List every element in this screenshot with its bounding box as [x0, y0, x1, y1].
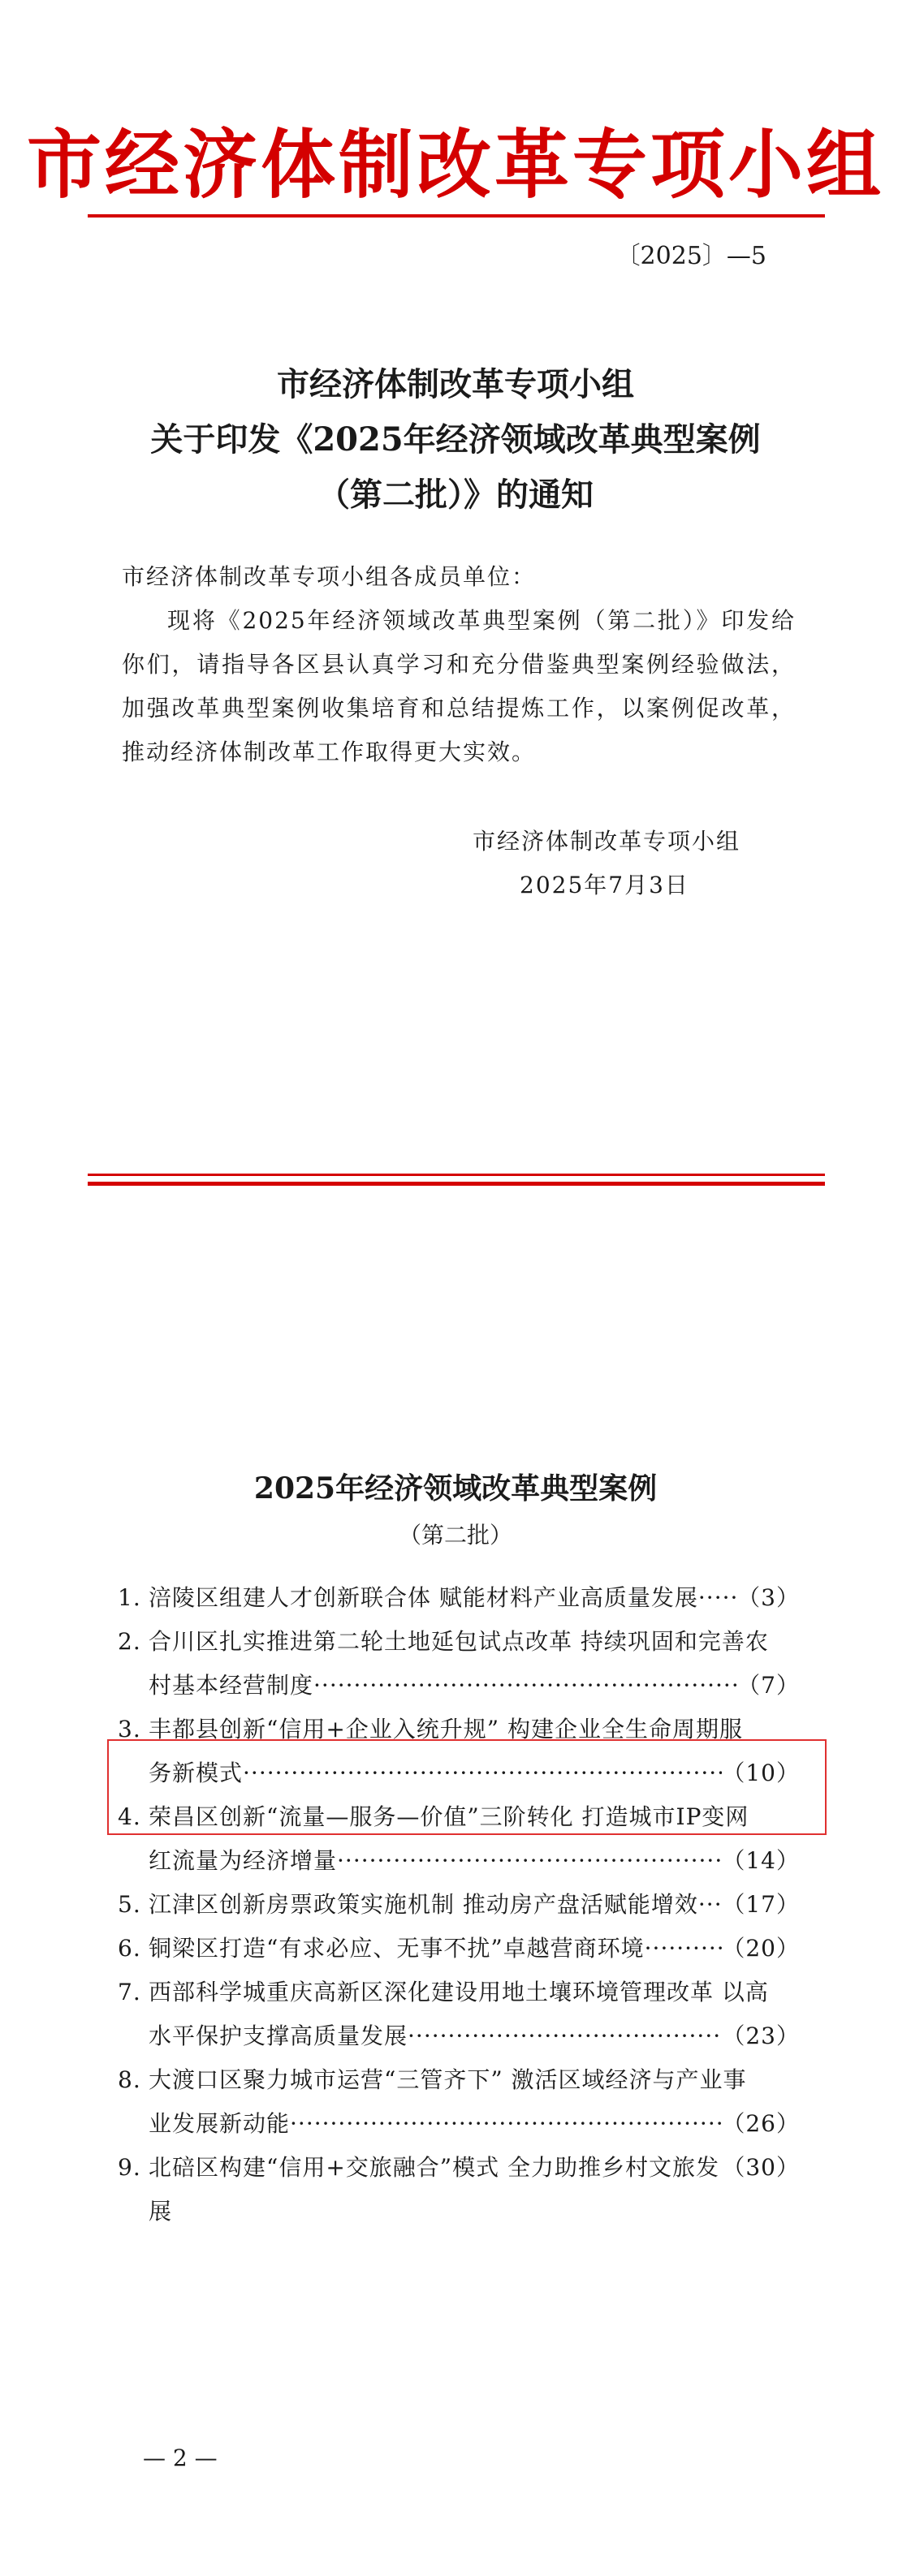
signature: 市经济体制改革专项小组 — [473, 828, 741, 855]
toc-item-number: 3. — [118, 1716, 141, 1742]
highlight-box — [107, 1739, 827, 1835]
toc-item[interactable] — [118, 1576, 800, 1620]
toc-item-number: 9. — [118, 2154, 141, 2181]
toc-item[interactable] — [118, 2058, 800, 2146]
notice-body: 现将《2025年经济领域改革典型案例（第二批）》印发给你们，请指导各区县认真学习和充分借鉴典型案例经验做法，加强改革典型案例收集培育和总结提炼工作，以案例促改革，推动经济体制改革工作取得更大实效。 — [122, 607, 796, 765]
toc-item-text: 红流量为经济增量 — [149, 1847, 338, 1874]
toc-title: 2025年经济领域改革典型案例 — [253, 1471, 658, 1506]
section-divider — [88, 1174, 825, 1176]
toc-item-page: （17） — [722, 1891, 800, 1918]
dot-leader — [408, 2014, 722, 2058]
toc-item-page: （14） — [722, 1847, 800, 1874]
toc-item-text: 荣昌区创新“流量—服务—价值”三阶转化 打造城市IP变网 — [149, 1803, 749, 1830]
toc-item-text: 北碚区构建“信用+交旅融合”模式 全力助推乡村文旅发展 — [149, 2154, 719, 2225]
toc-item-text: 水平保护支撑高质量发展 — [149, 2022, 408, 2049]
toc-item-page: （10） — [722, 1760, 800, 1786]
toc-item-number: 4. — [118, 1803, 141, 1830]
masthead-title: 市经济体制改革专项小组 — [26, 121, 884, 209]
toc-item[interactable] — [118, 2146, 800, 2234]
toc-item-text: 西部科学城重庆高新区深化建设用地土壤环境管理改革 以高 — [149, 1979, 769, 2005]
toc-item-page: （7） — [737, 1672, 800, 1699]
toc-item-page: （30） — [722, 2154, 800, 2181]
dot-leader — [313, 1664, 737, 1708]
toc-item-text: 务新模式 — [149, 1760, 244, 1786]
notice-title-line: 市经济体制改革专项小组 — [277, 365, 634, 403]
toc-item[interactable] — [118, 1927, 800, 1971]
toc-item-text: 合川区扎实推进第二轮土地延包试点改革 持续巩固和完善农 — [149, 1628, 769, 1655]
toc-item-number: 6. — [118, 1935, 141, 1962]
toc-item-page: （26） — [722, 2110, 800, 2137]
dot-leader — [290, 2102, 722, 2146]
toc-list — [118, 1576, 800, 2234]
toc-item-text: 涪陵区组建人才创新联合体 赋能材料产业高质量发展 — [149, 1584, 698, 1611]
toc-item-number: 8. — [118, 2066, 141, 2093]
toc-item-page: （20） — [722, 1935, 800, 1962]
dot-leader — [645, 1927, 723, 1971]
salutation: 市经济体制改革专项小组各成员单位： — [122, 563, 537, 590]
toc-item-number: 5. — [118, 1891, 141, 1918]
toc-item[interactable] — [118, 1620, 800, 1708]
dot-leader — [337, 1839, 722, 1883]
notice-title-line: （第二批）》的通知 — [317, 476, 594, 514]
toc-subtitle: （第二批） — [398, 1522, 512, 1549]
toc-item[interactable] — [118, 1971, 800, 2058]
section-divider — [88, 1182, 825, 1186]
document-number: 〔2025〕—5 — [615, 242, 766, 270]
notice-title — [0, 357, 911, 523]
page-number: — 2 — — [143, 2445, 218, 2471]
toc-item-text: 村基本经营制度 — [149, 1672, 314, 1699]
toc-item-page: （23） — [722, 2022, 800, 2049]
toc-item-number: 7. — [118, 1979, 141, 2005]
toc-item-text: 业发展新动能 — [149, 2110, 291, 2137]
dot-leader — [698, 1883, 722, 1927]
toc-item-text: 江津区创新房票政策实施机制 推动房产盘活赋能增效 — [149, 1891, 698, 1918]
toc-item-number: 1. — [118, 1584, 141, 1611]
toc-item-number: 2. — [118, 1628, 141, 1655]
toc-item-page: （3） — [737, 1584, 800, 1611]
notice-title-line: 关于印发《2025年经济领域改革典型案例 — [150, 420, 761, 459]
toc-item-text: 大渡口区聚力城市运营“三管齐下” 激活区域经济与产业事 — [149, 2066, 747, 2093]
toc-item-text: 铜梁区打造“有求必应、无事不扰”卓越营商环境 — [149, 1935, 645, 1962]
issue-date: 2025年7月3日 — [520, 872, 689, 898]
toc-item[interactable] — [118, 1883, 800, 1927]
masthead-divider — [88, 214, 825, 218]
toc-item-text: 丰都县创新“信用+企业入统升规” 构建企业全生命周期服 — [149, 1716, 743, 1742]
dot-leader — [698, 1576, 737, 1620]
